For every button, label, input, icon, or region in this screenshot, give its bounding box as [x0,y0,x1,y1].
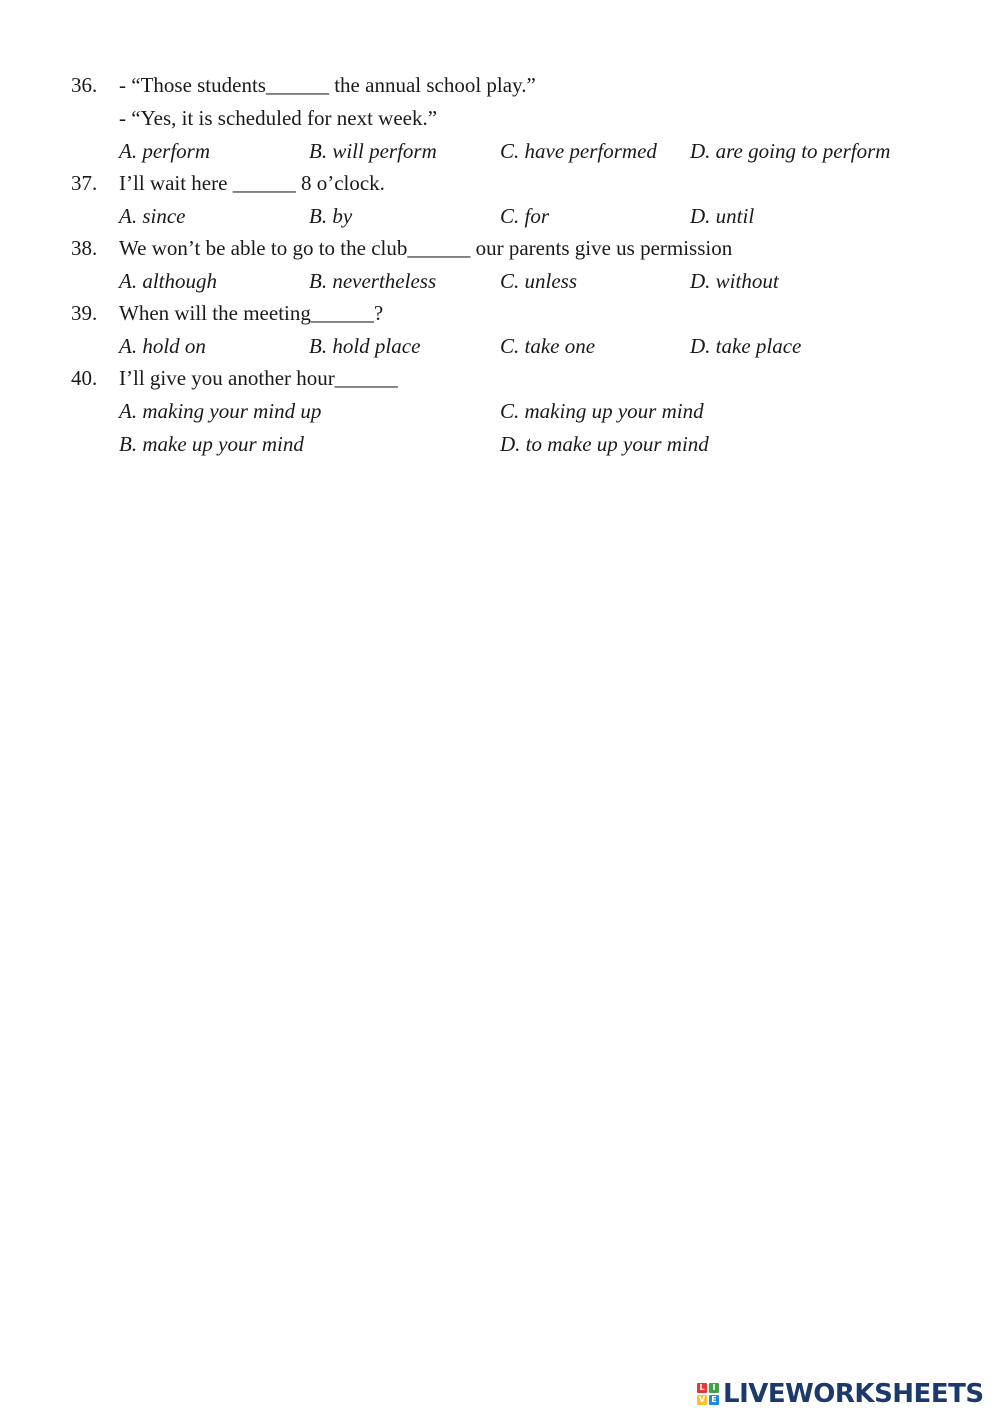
option-a[interactable]: A. since [119,204,186,228]
option-d[interactable]: D. without [690,269,779,293]
option-c[interactable]: C. take one [500,334,596,358]
question-stem-line: - “Yes, it is scheduled for next week.” [119,106,438,130]
logo-tile-i: I [709,1383,719,1393]
option-d[interactable]: D. to make up your mind [500,432,709,456]
question-stem-line: We won’t be able to go to the club______ our parents give us permission [119,236,733,260]
question-number: 37. [71,171,98,195]
question-stem-line: - “Those students______ the annual school play.” [119,73,536,97]
liveworksheets-logo-icon [697,1383,719,1405]
option-b[interactable]: B. make up your mind [119,432,304,456]
option-a[interactable]: A. perform [119,139,210,163]
option-c[interactable]: C. have performed [500,139,657,163]
option-b[interactable]: B. nevertheless [309,269,437,293]
question-number: 36. [71,73,98,97]
option-d[interactable]: D. are going to perform [690,139,891,163]
logo-tile-v: V [698,1395,706,1404]
question-number: 40. [71,366,98,390]
option-b[interactable]: B. will perform [309,139,437,163]
option-c[interactable]: C. unless [500,269,578,293]
option-a[interactable]: A. although [119,269,217,293]
question-number: 39. [71,301,98,325]
option-b[interactable]: B. hold place [309,334,421,358]
question-stem-line: I’ll wait here ______ 8 o’clock. [119,171,385,195]
question-stem-line: When will the meeting______? [119,301,384,325]
option-a[interactable]: A. making your mind up [119,399,322,423]
liveworksheets-logo [697,1380,984,1408]
logo-text: LIVEWORKSHEETS [723,1379,984,1409]
option-c[interactable]: C. making up your mind [500,399,704,423]
option-d[interactable]: D. until [690,204,755,228]
question-stem-line: I’ll give you another hour______ [119,366,398,390]
option-a[interactable]: A. hold on [119,334,206,358]
option-c[interactable]: C. for [500,204,550,228]
option-d[interactable]: D. take place [690,334,802,358]
logo-tile-e: E [709,1395,719,1405]
question-number: 38. [71,236,98,260]
option-b[interactable]: B. by [309,204,353,228]
logo-tile-l: L [697,1383,707,1393]
